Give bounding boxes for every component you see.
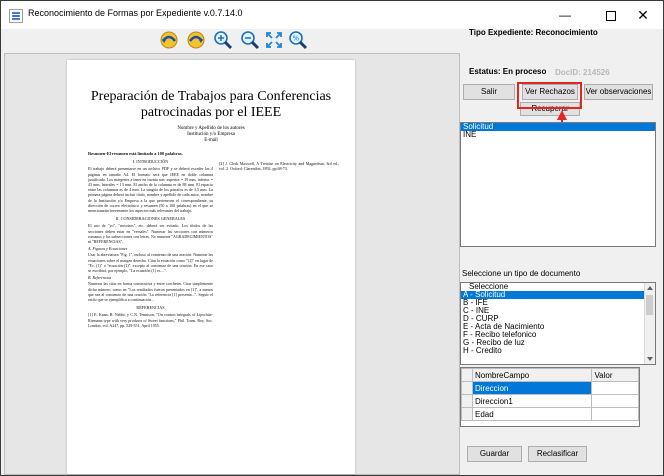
list-item[interactable]: C - INE [463, 306, 490, 315]
grid-cell-nombrecampo[interactable]: Direccion1 [473, 395, 592, 408]
vertical-scrollbar[interactable] [644, 283, 655, 364]
rotate-right-icon[interactable] [186, 30, 206, 50]
ver-rechazos-button[interactable]: Ver Rechazos [522, 84, 578, 100]
column-header-valor[interactable]: Valor [592, 369, 639, 382]
list-item[interactable]: Solicitud [461, 123, 655, 131]
list-item[interactable]: D - CURP [463, 314, 499, 323]
table-row[interactable] [462, 408, 639, 421]
tipo-expediente-label: Tipo Expediente: Reconocimiento [469, 28, 598, 37]
zoom-percent-icon[interactable] [288, 30, 308, 50]
grid-cell-nombrecampo[interactable]: Direccion [473, 382, 592, 395]
app-icon [9, 9, 23, 23]
grid-cell-valor[interactable] [592, 408, 639, 421]
list-item[interactable]: F - Recibo telefonico [463, 330, 537, 339]
svg-text:%: % [292, 34, 300, 43]
scroll-up-icon[interactable] [647, 286, 653, 290]
table-row[interactable] [462, 395, 639, 408]
scroll-thumb[interactable] [646, 295, 653, 315]
document-page [67, 60, 355, 474]
ver-observaciones-button[interactable]: Ver observaciones [584, 84, 653, 100]
document-viewer[interactable] [4, 53, 460, 475]
list-item[interactable]: INE [463, 130, 477, 139]
documents-listbox[interactable] [460, 122, 656, 247]
rotate-left-icon[interactable] [159, 30, 179, 50]
select-document-type-label: Seleccione un tipo de documento [462, 269, 581, 278]
list-item[interactable]: H - Credito [463, 346, 502, 355]
fit-page-icon[interactable] [264, 30, 284, 50]
scroll-down-icon[interactable] [647, 357, 653, 361]
list-item[interactable]: B - IFE [463, 298, 488, 307]
fields-grid[interactable] [460, 367, 640, 427]
docid-label: DocID: 214526 [555, 68, 610, 77]
reclasificar-button[interactable]: Reclasificar [528, 446, 587, 462]
document-email: E-mail [204, 138, 218, 143]
highlight-annotation [517, 82, 582, 109]
window-title: Reconocimiento de Formas por Expediente v.0.7.14.0 [28, 8, 243, 18]
list-item[interactable]: Seleccione [469, 282, 509, 291]
zoom-in-icon[interactable] [213, 30, 233, 50]
grid-cell-valor[interactable] [592, 382, 639, 395]
document-affiliation: Institución y/o Empresa [187, 132, 235, 137]
zoom-out-icon[interactable] [240, 30, 260, 50]
grid-cell-nombrecampo[interactable]: Edad [473, 408, 592, 421]
document-right-column: [2] J. Clerk Maxwell, A Treatise on Electricity and Magnetism, 3rd ed., vol. 2. Oxford: Clarendon, 1892, pp.68-73. [219, 161, 339, 172]
minimize-button[interactable]: — [559, 8, 571, 22]
recuperar-button[interactable]: Recuperar [520, 102, 580, 116]
guardar-button[interactable]: Guardar [467, 446, 522, 462]
salir-button[interactable]: Salir [463, 84, 515, 100]
column-header-nombrecampo[interactable]: NombreCampo [473, 369, 592, 382]
grid-cell-valor[interactable] [592, 395, 639, 408]
grid-corner [462, 369, 473, 382]
document-authors: Nombre y Apellido de los autores [177, 126, 245, 131]
list-item[interactable]: E - Acta de Nacimiento [463, 322, 545, 331]
document-left-column: Resumen-El resumen está limitado a 100 palabras. I. INTRODUCCIÓN El trabajo deberá presentarse en un archivo PDF y se deberá exceder las 4 páginas en tamaño A4. El formato será que IEEE en doble columna justificado. Los márgenes a tener en cuenta son: superior = 19 mm, inferior = 43 mm, laterales = 13 mm. El ancho de la columna es de 88 mm. El espacio entre las columnas es de 4 mm. La sangría de los párrafos es de 3,5 mm. La primera página deberá incluir título, nombre y apellido de cada autor, nombre de la Institución y/o Empresa a la que pertenecen el correspondiente, su dirección de correo electrónico y resumen (50 a 100 palabras) en el que se mencionarán brevemente los aspectos más relevantes del trabajo. II. CONSIDERACIONES GENERALES El uso de "yo", "nosotros", etc. deberá ser evitado. Los títulos de las secciones deben estar en "versales". Numerar las secciones con números romanos y las subsecciones con letras. No numerar "AGRADECIMIENTOS" ni "REFERENCIAS". A. Figuras y Ecuaciones Usar la abreviatura "Fig. 1", incluso al comienzo de una oración. Numerar las ecuaciones sobre el margen derecho. Citar la ecuación como "(1)" en lugar de "Ec. (1)" o "ecuación (1)", excepto al comienzo de una oración. En ese caso se escribirá, por ejemplo, "La ecuación (1) es ...". B. Referencias Numerar las citas en forma consecutiva y entre corchetes. Citar simplemente dicho número, como en "Los resultados fueron presentados en [1]", a menos que sea al comienzo de una oración "La referencia [1] presenta...". Seguir el estilo que se ejemplifica a continuación... REFERENCIAS [1] E. Kuan, R. Nebbi, y C.N. Tennison, "On contact integrals of Lipschitz-Riemann type with very products of Sweet functions," Phil. Trans. Roy. Soc. London, vol. A247, pp. 529-551, April 1955. [88, 151, 213, 328]
document-title: Preparación de Trabajos para Conferencias patrocinadas por el IEEE [90, 89, 332, 120]
table-row[interactable] [462, 382, 639, 395]
estatus-label: Estatus: En proceso [469, 67, 547, 76]
document-type-list[interactable] [460, 282, 656, 365]
list-item[interactable]: G - Recibo de luz [463, 338, 525, 347]
close-button[interactable]: ✕ [637, 7, 649, 23]
list-item[interactable]: A - Solicitud [461, 291, 655, 299]
title-bar [1, 1, 663, 29]
